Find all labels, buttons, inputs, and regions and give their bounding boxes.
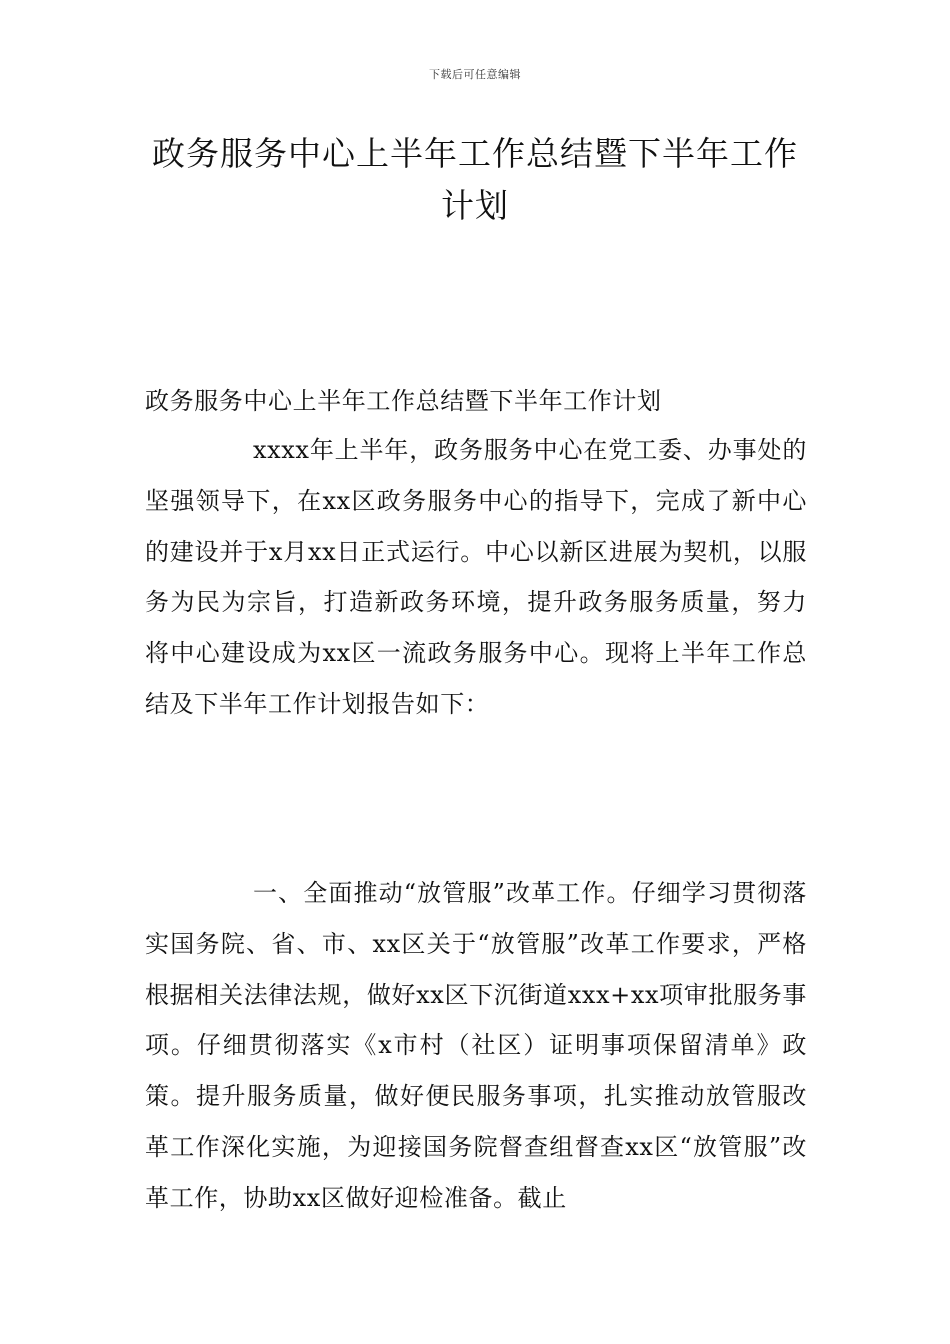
body-paragraph: 一、全面推动“放管服”改革工作。仔细学习贯彻落实国务院、省、市、xx区关于“放管服”改革工作要求，严格根据相关法律法规，做好xx区下沉街道xxx+xx项审批服务事项。仔细贯彻落实《x市村（社区）证明事项保留清单》政策。提升服务质量，做好便民服务事项，扎实推动放管服改革工作深化实施，为迎接国务院督查组督查xx区“放管服”改革工作，协助xx区做好迎检准备。截止 bbox=[145, 879, 807, 1212]
document-title: 政务服务中心上半年工作总结暨下半年工作计划 bbox=[152, 134, 798, 225]
header-note: 下载后可任意编辑 bbox=[429, 68, 521, 81]
document-subtitle: 政务服务中心上半年工作总结暨下半年工作计划 bbox=[145, 387, 662, 415]
body-paragraph: xxxx年上半年，政务服务中心在党工委、办事处的坚强领导下，在xx区政务服务中心的指导下，完成了新中心的建设并于x月xx日正式运行。中心以新区进展为契机，以服务为民为宗旨，打造新政务环境，提升政务服务质量，努力将中心建设成为xx区一流政务服务中心。现将上半年工作总结及下半年工作计划报告如下： bbox=[145, 436, 807, 718]
